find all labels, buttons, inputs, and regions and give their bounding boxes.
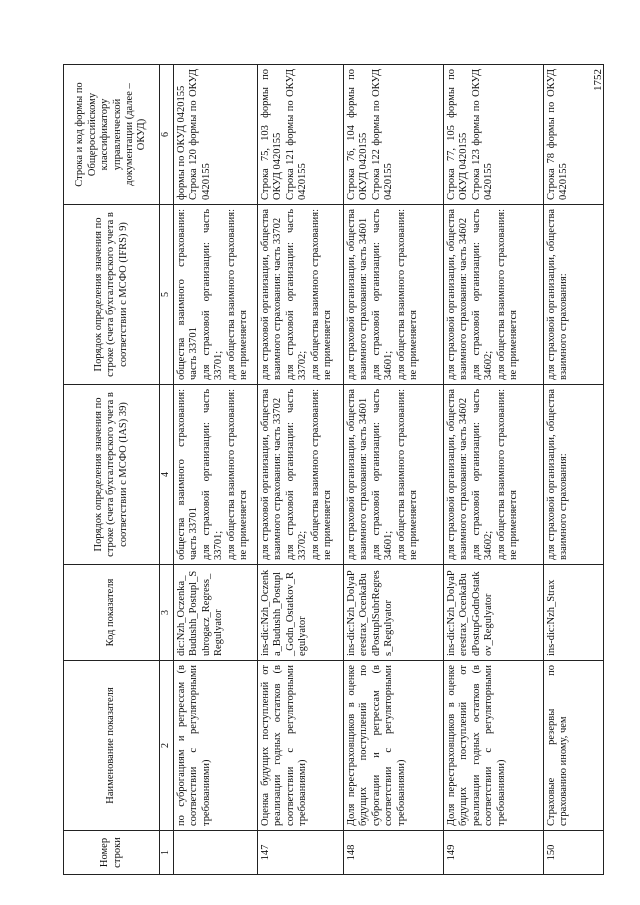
okud-line: Строка 77, 105 формы по ОКУД 0420155 Строка 123 формы по ОКУД 0420155 bbox=[444, 65, 544, 205]
indicator-code: ins-dic:Nzh_DolyaPerestrax_OcenkaBudPostupGodnOstatkov_Regulyator bbox=[444, 565, 544, 661]
column-header: Код показателя bbox=[64, 565, 160, 661]
indicator-name: Доля перестраховщиков в оценке будущих поступлений от реализации годных остатков (в соответствии с регуляторными требованиями) bbox=[444, 661, 544, 831]
okud-line: Строка 78 формы по ОКУД 0420155 bbox=[544, 65, 604, 205]
ias39-rule: для страховой организации, общества взаимного страхования: часть 33702 для страховой организации: часть 33702; для общества взаимного страхования: не применяется bbox=[258, 385, 344, 565]
row-number: 147 bbox=[258, 831, 344, 875]
indicator-name: Оценка будущих поступлений от реализации годных остатков (в соответствии с регуляторными требованиями) bbox=[258, 661, 344, 831]
okud-line: формы по ОКУД 0420155 Строка 120 формы по ОКУД 0420155 bbox=[174, 65, 258, 205]
column-header: Порядок определения значения по строке (счета бухгалтерского учета в соответствии с МСФО (IAS) 39) bbox=[64, 385, 160, 565]
column-number: 6 bbox=[160, 65, 174, 205]
indicator-code: dic:Nzh_Oczenka_Budushh_Postupl_Subrogacz_Regress_Regulyator bbox=[174, 565, 258, 661]
okud-line: Строка 76, 104 формы по ОКУД 0420155 Строка 122 формы по ОКУД 0420155 bbox=[344, 65, 444, 205]
ias39-rule: для страховой организации, общества взаимного страхования: bbox=[544, 385, 604, 565]
column-number: 1 bbox=[160, 831, 174, 875]
table-row bbox=[174, 65, 258, 875]
ifrs9-rule: для страховой организации, общества взаимного страхования: часть 34601 для страховой организации: часть 34601; для общества взаимного страхования: не применяется bbox=[344, 205, 444, 385]
column-number: 3 bbox=[160, 565, 174, 661]
indicator-name: Доля перестраховщиков в оценке будущих поступлений по суброгации и регрессам (в соответствии с регуляторными требованиями) bbox=[344, 661, 444, 831]
indicator-code: ins-dic:Nzh_Oczenka_Budushh_Postupl_Godn_Ostatkov_Regulyator bbox=[258, 565, 344, 661]
indicators-table bbox=[63, 64, 604, 875]
row-number: 149 bbox=[444, 831, 544, 875]
column-header: Строка и код формы по Общероссийскому классификатору управленческой документации (далее – ОКУД) bbox=[64, 65, 160, 205]
table-header-row bbox=[64, 65, 160, 875]
ifrs9-rule: для страховой организации, общества взаимного страхования: часть 33702 для страховой организации: часть 33702; для общества взаимного страхования: не применяется bbox=[258, 205, 344, 385]
ias39-rule: общества взаимного страхования: часть 33701 для страховой организации: часть 33701; для общества взаимного страхования: не применяется bbox=[174, 385, 258, 565]
table-row bbox=[344, 65, 444, 875]
okud-line: Строка 75, 103 формы по ОКУД 0420155 Строка 121 формы по ОКУД 0420155 bbox=[258, 65, 344, 205]
indicator-code: ins-dic:Nzh_DolyaPerestrax_OcenkaBudPostuplSubrRegress_Regulyator bbox=[344, 565, 444, 661]
row-number: 150 bbox=[544, 831, 604, 875]
indicator-name: по суброгациям и регрессам (в соответствии с регуляторными требованиями) bbox=[174, 661, 258, 831]
page-number: 1752 bbox=[592, 69, 604, 91]
rotated-table-container bbox=[63, 65, 603, 875]
column-number: 4 bbox=[160, 385, 174, 565]
indicator-code: ins-dic:Nzh_Strax bbox=[544, 565, 604, 661]
table-row bbox=[258, 65, 344, 875]
row-number: 148 bbox=[344, 831, 444, 875]
column-header: Порядок определения значения по строке (счета бухгалтерского учета в соответствии с МСФО (IFRS) 9) bbox=[64, 205, 160, 385]
column-header: Наименование показателя bbox=[64, 661, 160, 831]
table-row bbox=[444, 65, 544, 875]
ifrs9-rule: для страховой организации, общества взаимного страхования: bbox=[544, 205, 604, 385]
column-number: 5 bbox=[160, 205, 174, 385]
column-header: Номер строки bbox=[64, 831, 160, 875]
column-number-row bbox=[160, 65, 174, 875]
row-number bbox=[174, 831, 258, 875]
ifrs9-rule: для страховой организации, общества взаимного страхования: часть 34602 для страховой организации: часть 34602; для общества взаимного страхования: не применяется bbox=[444, 205, 544, 385]
column-number: 2 bbox=[160, 661, 174, 831]
ias39-rule: для страховой организации, общества взаимного страхования: часть 34602 для страховой организации: часть 34602; для общества взаимного страхования: не применяется bbox=[444, 385, 544, 565]
indicator-name: Страховые резервы по страхованию иному, чем bbox=[544, 661, 604, 831]
ias39-rule: для страховой организации, общества взаимного страхования: часть 34601 для страховой организации: часть 34601; для общества взаимного страхования: не применяется bbox=[344, 385, 444, 565]
table-row bbox=[544, 65, 604, 875]
ifrs9-rule: общества взаимного страхования: часть 33701 для страховой организации: часть 33701; для общества взаимного страхования: не применяется bbox=[174, 205, 258, 385]
